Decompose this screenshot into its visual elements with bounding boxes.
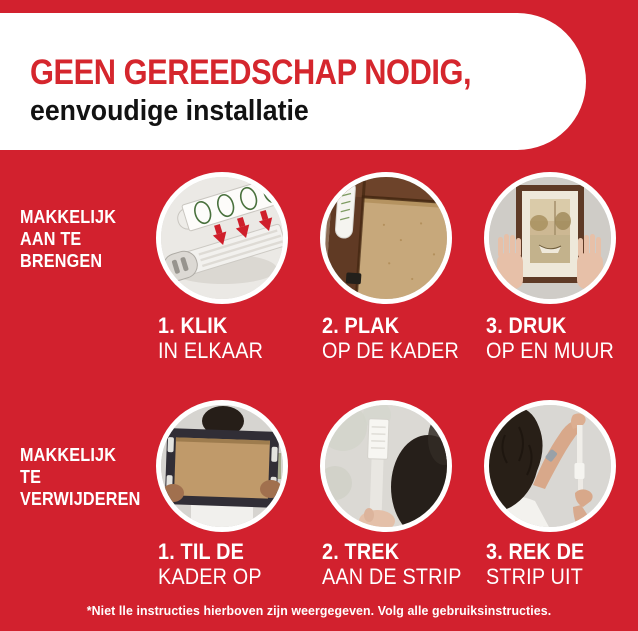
label-line: TE [20,467,42,487]
step-subtitle: OP DE KADER [322,338,459,363]
step-title: 2. PLAK [322,313,400,338]
label-line: AAN TE [20,229,82,249]
step-title: 3. DRUK [486,313,567,338]
strips-click-together-illustration [161,177,283,299]
label-line: VERWIJDEREN [20,489,141,509]
lift-frame-off-wall-photo [156,400,288,532]
step-title: 3. REK DE [486,539,585,564]
headline: GEEN GEREEDSCHAP NODIG, [30,53,472,92]
subheadline: eenvoudige installatie [30,95,309,127]
section-label-verwijderen [20,444,141,510]
label-line: MAKKELIJK [20,207,117,227]
step-title: 1. KLIK [158,313,228,338]
lift-frame-off-wall-illustration [161,405,283,527]
strip-on-frame-corner-photo [320,172,452,304]
strips-click-together-photo [156,172,288,304]
pull-strip-tab-illustration [325,405,447,527]
pull-strip-tab-photo [320,400,452,532]
stretch-strip-on-wall-photo [484,400,616,532]
header-banner [0,13,586,150]
press-frame-on-wall-illustration [489,177,611,299]
step-subtitle: STRIP UIT [486,564,583,589]
label-line: MAKKELIJK [20,445,117,465]
step-title: 1. TIL DE [158,539,244,564]
step-subtitle: AAN DE STRIP [322,564,462,589]
step-caption-druk [486,313,614,363]
step-subtitle: OP EN MUUR [486,338,614,363]
step-caption-plak [322,313,459,363]
step-subtitle: KADER OP [158,564,262,589]
step-caption-rek [486,539,584,589]
label-line: BRENGEN [20,251,103,271]
step-subtitle: IN ELKAAR [158,338,264,363]
stretch-strip-on-wall-illustration [489,405,611,527]
strip-on-frame-corner-illustration [325,177,447,299]
step-caption-til [158,539,262,589]
disclaimer: *Niet lle instructies hierboven zijn weergegeven. Volg alle gebruiksinstructies. [86,603,552,618]
press-frame-on-wall-photo [484,172,616,304]
step-caption-klik [158,313,263,363]
step-caption-trek [322,539,462,589]
section-label-aanbrengen [20,206,116,272]
step-title: 2. TREK [322,539,400,564]
